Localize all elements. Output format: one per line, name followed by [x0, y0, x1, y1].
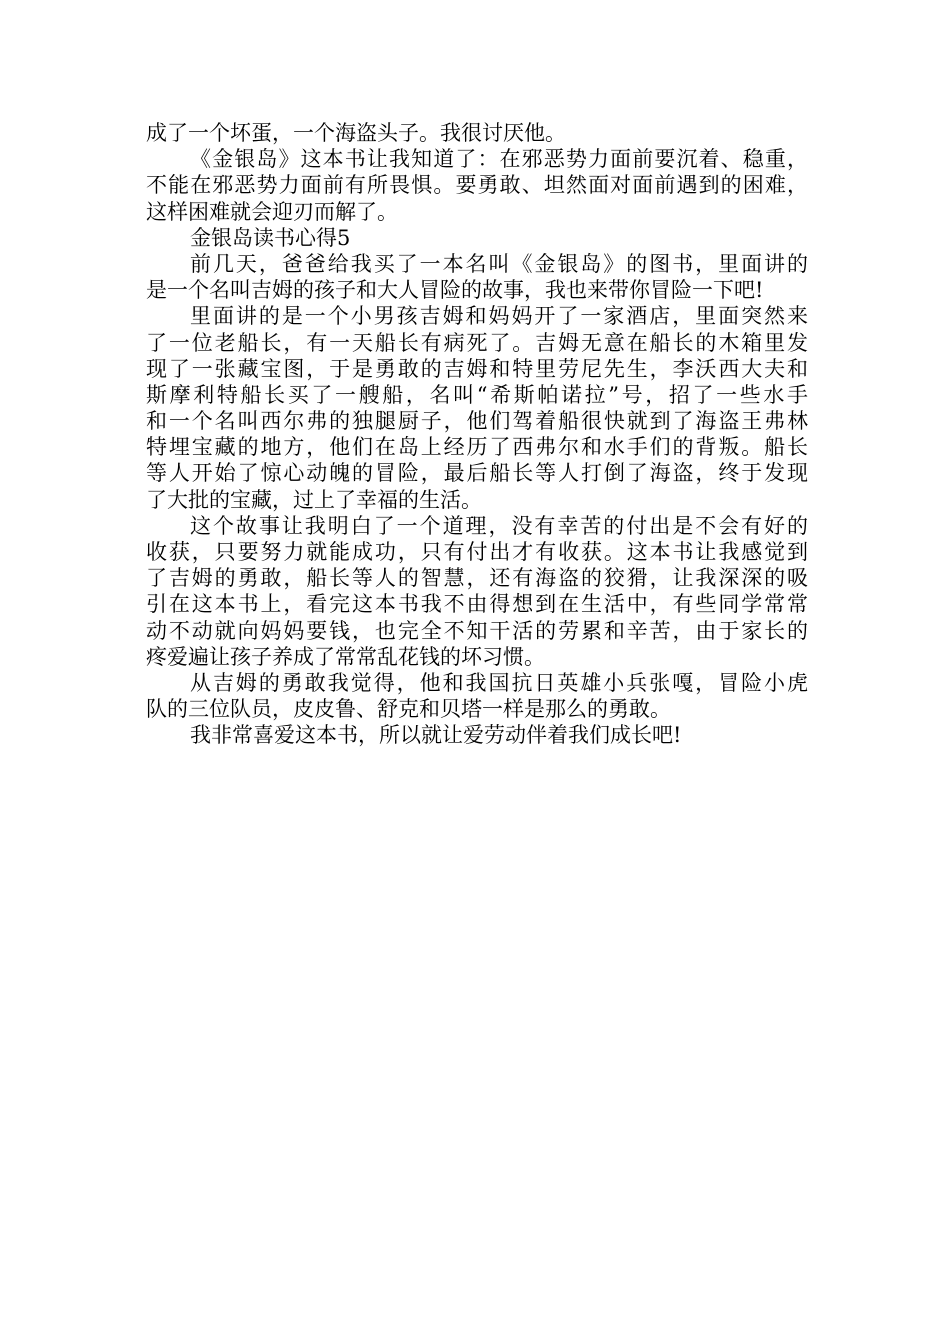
paragraph-line: 了吉姆的勇敢，船长等人的智慧，还有海盗的狡猾，让我深深的吸 — [146, 566, 808, 591]
paragraph-line: 和一个名叫西尔弗的独腿厨子，他们驾着船很快就到了海盗王弗林 — [146, 409, 808, 434]
paragraph-line: 了一位老船长，有一天船长有病死了。吉姆无意在船长的木箱里发 — [146, 330, 808, 355]
paragraph-first-line: 我非常喜爱这本书，所以就让爱劳动伴着我们成长吧! — [190, 723, 682, 748]
paragraph-first-line: 这个故事让我明白了一个道理，没有幸苦的付出是不会有好的 — [190, 513, 808, 538]
paragraph-line: 疼爱遍让孩子养成了常常乱花钱的坏习惯。 — [146, 644, 545, 669]
paragraph-line: 收获，只要努力就能成功，只有付出才有收获。这本书让我感觉到 — [146, 540, 808, 564]
document-body — [146, 120, 808, 749]
paragraph-line: 现了一张藏宝图，于是勇敢的吉姆和特里劳尼先生，李沃西大夫和 — [146, 356, 808, 381]
paragraph-line: 特埋宝藏的地方，他们在岛上经历了西弗尔和水手们的背叛。船长 — [146, 435, 808, 460]
paragraph-line: 斯摩利特船长买了一艘船，名叫“希斯帕诺拉”号，招了一些水手 — [146, 382, 808, 407]
paragraph-first-line: 《金银岛》这本书让我知道了：在邪恶势力面前要沉着、稳重， — [190, 147, 808, 172]
paragraph-line: 这样困难就会迎刃而解了。 — [146, 199, 398, 224]
paragraph-first-line: 里面讲的是一个小男孩吉姆和妈妈开了一家酒店，里面突然来 — [190, 304, 808, 329]
paragraph-line: 成了一个坏蛋，一个海盗头子。我很讨厌他。 — [146, 121, 566, 145]
paragraph-line: 是一个名叫吉姆的孩子和大人冒险的故事，我也来带你冒险一下吧! — [146, 278, 764, 303]
paragraph-line: 等人开始了惊心动魄的冒险，最后船长等人打倒了海盗，终于发现 — [146, 461, 808, 486]
paragraph-line: 了大批的宝藏，过上了幸福的生活。 — [146, 487, 482, 512]
paragraph-first-line: 前几天，爸爸给我买了一本名叫《金银岛》的图书，里面讲的 — [190, 251, 808, 276]
paragraph-line: 不能在邪恶势力面前有所畏惧。要勇敢、坦然面对面前遇到的困难， — [146, 173, 808, 198]
paragraph-line: 引在这本书上，看完这本书我不由得想到在生活中，有些同学常常 — [146, 592, 808, 617]
paragraph-line: 队的三位队员，皮皮鲁、舒克和贝塔一样是那么的勇敢。 — [146, 697, 671, 722]
paragraph-line: 动不动就向妈妈要钱，也完全不知干活的劳累和辛苦，由于家长的 — [146, 618, 808, 643]
paragraph-first-line: 金银岛读书心得5 — [190, 225, 351, 250]
paragraph-first-line: 从吉姆的勇敢我觉得，他和我国抗日英雄小兵张嘎，冒险小虎 — [190, 670, 808, 695]
